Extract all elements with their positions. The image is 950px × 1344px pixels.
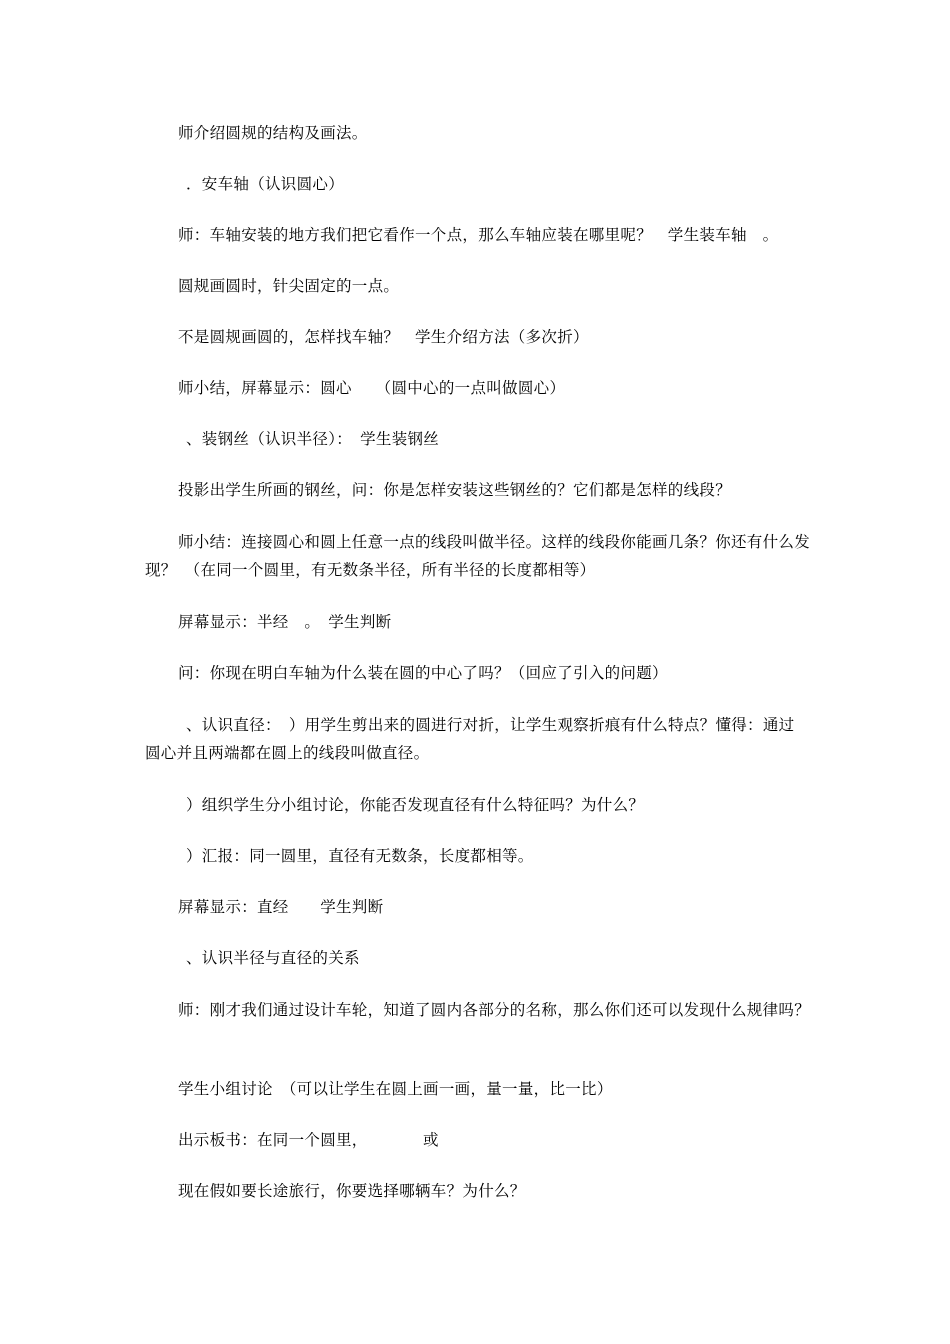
- text-line: 屏幕显示：直经 学生判断: [178, 898, 384, 916]
- text-line: 屏幕显示：半经 。 学生判断: [178, 613, 392, 631]
- text-line: ）汇报：同一圆里，直径有无数条，长度都相等。: [186, 847, 534, 865]
- text-paragraph: 师：刚才我们通过设计车轮，知道了圆内各部分的名称，那么你们还可以发现什么规律吗？: [178, 1001, 811, 1019]
- text-line: ）组织学生分小组讨论，你能否发现直径有什么特征吗？为什么？: [186, 796, 645, 814]
- section-heading: 、装钢丝（认识半径）： 学生装钢丝: [186, 430, 440, 448]
- text-line: 师小结，屏幕显示：圆心 （圆中心的一点叫做圆心）: [178, 379, 566, 397]
- text-line: 学生小组讨论 （可以让学生在圆上画一画，量一量，比一比）: [178, 1080, 613, 1098]
- text-line: 出示板书：在同一个圆里， 或: [178, 1131, 439, 1149]
- section-heading: 、认识半径与直径的关系: [186, 949, 360, 967]
- text-line: 师介绍圆规的结构及画法。: [178, 124, 368, 142]
- text-line: 师：车轴安装的地方我们把它看作一个点，那么车轴应装在哪里呢？ 学生装车轴 。: [178, 226, 779, 244]
- text-line: 问：你现在明白车轴为什么装在圆的中心了吗？（回应了引入的问题）: [178, 664, 668, 682]
- text-line: 现在假如要长途旅行，你要选择哪辆车？为什么？: [178, 1182, 526, 1200]
- text-paragraph: 、认识直径： ）用学生剪出来的圆进行对折，让学生观察折痕有什么特点？懂得：通过圆心并且两端都在圆上的线段叫做直径。: [145, 716, 795, 762]
- section-heading: ．安车轴（认识圆心）: [186, 175, 345, 193]
- text-line: 投影出学生所画的钢丝，问：你是怎样安装这些钢丝的？它们都是怎样的线段？: [178, 481, 732, 499]
- text-line: 圆规画圆时，针尖固定的一点。: [178, 277, 400, 295]
- text-line: 不是圆规画圆的，怎样找车轴？ 学生介绍方法（多次折）: [178, 328, 589, 346]
- text-paragraph: 师小结：连接圆心和圆上任意一点的线段叫做半径。这样的线段你能画几条？你还有什么发现？ （在同一个圆里，有无数条半径，所有半径的长度都相等）: [145, 533, 811, 579]
